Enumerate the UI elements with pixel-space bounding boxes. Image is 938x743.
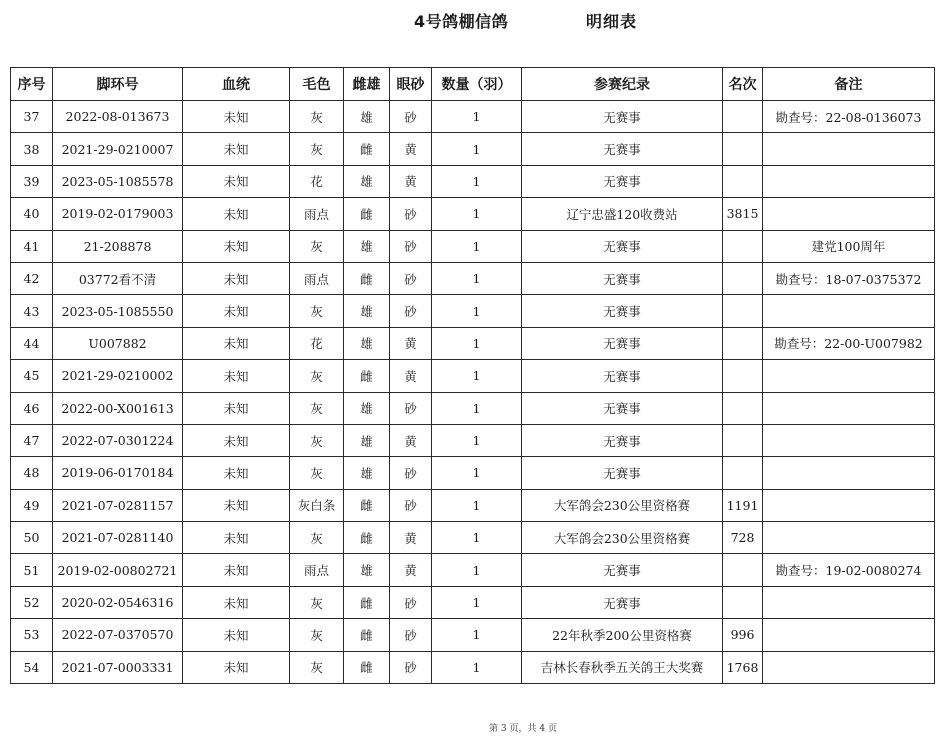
cell-sex: 雄 (344, 424, 390, 456)
table-row (11, 101, 935, 133)
cell-race-record: 无赛事 (522, 101, 723, 133)
cell-race-record: 无赛事 (522, 424, 723, 456)
cell-rank (723, 392, 763, 424)
table-row (11, 586, 935, 618)
cell-race-record: 吉林长春秋季五关鸽王大奖赛 (522, 651, 723, 683)
document-title: 4号鸽棚信鸽 (414, 12, 509, 31)
table-row (11, 424, 935, 456)
cell-quantity: 1 (432, 522, 522, 554)
cell-race-record: 无赛事 (522, 295, 723, 327)
table-row (11, 198, 935, 230)
cell-feather-color: 灰 (290, 101, 344, 133)
header-quantity: 数量（羽） (432, 68, 522, 101)
table-header-row (11, 68, 935, 101)
cell-bloodline: 未知 (183, 457, 290, 489)
cell-sex: 雄 (344, 327, 390, 359)
cell-feather-color: 灰 (290, 586, 344, 618)
table-row (11, 619, 935, 651)
table-row (11, 230, 935, 262)
cell-feather-color: 灰 (290, 360, 344, 392)
document-title-suffix: 明细表 (586, 12, 638, 31)
cell-ring-number: 2022-07-0301224 (53, 424, 183, 456)
cell-bloodline: 未知 (183, 230, 290, 262)
cell-race-record: 22年秋季200公里资格赛 (522, 619, 723, 651)
cell-rank: 728 (723, 522, 763, 554)
table-row (11, 165, 935, 197)
table-row (11, 489, 935, 521)
cell-eye-sand: 黄 (390, 327, 432, 359)
cell-rank (723, 457, 763, 489)
cell-race-record: 无赛事 (522, 392, 723, 424)
table-row (11, 554, 935, 586)
cell-bloodline: 未知 (183, 360, 290, 392)
cell-rank (723, 360, 763, 392)
cell-ring-number: 2021-07-0281157 (53, 489, 183, 521)
cell-feather-color: 雨点 (290, 554, 344, 586)
cell-seq: 53 (11, 619, 53, 651)
cell-sex: 雌 (344, 651, 390, 683)
cell-sex: 雌 (344, 133, 390, 165)
cell-quantity: 1 (432, 360, 522, 392)
header-seq: 序号 (11, 68, 53, 101)
cell-remarks: 勘查号：22-00-U007982 (763, 327, 935, 359)
cell-ring-number: 03772看不清 (53, 262, 183, 294)
cell-rank (723, 101, 763, 133)
cell-seq: 45 (11, 360, 53, 392)
cell-feather-color: 花 (290, 165, 344, 197)
cell-race-record: 无赛事 (522, 457, 723, 489)
cell-quantity: 1 (432, 457, 522, 489)
cell-sex: 雌 (344, 489, 390, 521)
cell-eye-sand: 砂 (390, 101, 432, 133)
table-body (11, 101, 935, 684)
table-row (11, 392, 935, 424)
cell-feather-color: 灰白条 (290, 489, 344, 521)
cell-eye-sand: 砂 (390, 619, 432, 651)
cell-seq: 51 (11, 554, 53, 586)
cell-quantity: 1 (432, 489, 522, 521)
cell-ring-number: 2021-07-0281140 (53, 522, 183, 554)
cell-bloodline: 未知 (183, 262, 290, 294)
cell-seq: 44 (11, 327, 53, 359)
cell-bloodline: 未知 (183, 554, 290, 586)
cell-sex: 雄 (344, 554, 390, 586)
cell-bloodline: 未知 (183, 586, 290, 618)
cell-race-record: 无赛事 (522, 554, 723, 586)
cell-ring-number: 2023-05-1085550 (53, 295, 183, 327)
page-footer: 第 3 页，共 4 页 (489, 724, 557, 734)
cell-feather-color: 灰 (290, 651, 344, 683)
cell-eye-sand: 黄 (390, 133, 432, 165)
cell-sex: 雄 (344, 295, 390, 327)
cell-eye-sand: 砂 (390, 457, 432, 489)
cell-rank: 996 (723, 619, 763, 651)
cell-rank: 3815 (723, 198, 763, 230)
cell-ring-number: 2019-02-0179003 (53, 198, 183, 230)
cell-seq: 41 (11, 230, 53, 262)
table-row (11, 457, 935, 489)
cell-rank (723, 295, 763, 327)
cell-eye-sand: 黄 (390, 360, 432, 392)
header-feather-color: 毛色 (290, 68, 344, 101)
cell-bloodline: 未知 (183, 101, 290, 133)
cell-ring-number: 21-208878 (53, 230, 183, 262)
cell-rank (723, 586, 763, 618)
cell-race-record: 无赛事 (522, 360, 723, 392)
cell-feather-color: 雨点 (290, 262, 344, 294)
cell-eye-sand: 砂 (390, 489, 432, 521)
cell-race-record: 无赛事 (522, 230, 723, 262)
cell-seq: 42 (11, 262, 53, 294)
cell-seq: 37 (11, 101, 53, 133)
cell-quantity: 1 (432, 619, 522, 651)
cell-quantity: 1 (432, 101, 522, 133)
cell-rank (723, 133, 763, 165)
header-remarks: 备注 (763, 68, 935, 101)
cell-race-record: 无赛事 (522, 327, 723, 359)
cell-bloodline: 未知 (183, 198, 290, 230)
cell-race-record: 大军鸽会230公里资格赛 (522, 489, 723, 521)
cell-quantity: 1 (432, 586, 522, 618)
cell-eye-sand: 砂 (390, 586, 432, 618)
cell-bloodline: 未知 (183, 424, 290, 456)
cell-seq: 50 (11, 522, 53, 554)
cell-bloodline: 未知 (183, 522, 290, 554)
cell-ring-number: 2021-29-0210007 (53, 133, 183, 165)
cell-ring-number: 2022-07-0370570 (53, 619, 183, 651)
cell-feather-color: 灰 (290, 295, 344, 327)
cell-bloodline: 未知 (183, 327, 290, 359)
cell-sex: 雄 (344, 101, 390, 133)
cell-race-record: 无赛事 (522, 586, 723, 618)
cell-bloodline: 未知 (183, 295, 290, 327)
cell-remarks: 勘查号：19-02-0080274 (763, 554, 935, 586)
cell-remarks (763, 651, 935, 683)
cell-eye-sand: 砂 (390, 262, 432, 294)
cell-eye-sand: 砂 (390, 198, 432, 230)
cell-sex: 雄 (344, 392, 390, 424)
cell-bloodline: 未知 (183, 133, 290, 165)
cell-seq: 47 (11, 424, 53, 456)
cell-sex: 雌 (344, 619, 390, 651)
cell-eye-sand: 黄 (390, 165, 432, 197)
cell-ring-number: 2022-08-013673 (53, 101, 183, 133)
cell-eye-sand: 砂 (390, 392, 432, 424)
header-bloodline: 血统 (183, 68, 290, 101)
cell-quantity: 1 (432, 554, 522, 586)
cell-remarks (763, 165, 935, 197)
pigeon-detail-table (10, 67, 935, 684)
cell-rank: 1768 (723, 651, 763, 683)
cell-ring-number: 2022-00-X001613 (53, 392, 183, 424)
cell-feather-color: 灰 (290, 392, 344, 424)
cell-race-record: 无赛事 (522, 133, 723, 165)
cell-remarks (763, 198, 935, 230)
cell-remarks (763, 489, 935, 521)
cell-sex: 雄 (344, 230, 390, 262)
cell-bloodline: 未知 (183, 651, 290, 683)
cell-quantity: 1 (432, 327, 522, 359)
cell-quantity: 1 (432, 392, 522, 424)
cell-feather-color: 灰 (290, 619, 344, 651)
cell-feather-color: 花 (290, 327, 344, 359)
table-row (11, 262, 935, 294)
cell-seq: 39 (11, 165, 53, 197)
cell-remarks (763, 586, 935, 618)
cell-remarks (763, 295, 935, 327)
cell-feather-color: 灰 (290, 133, 344, 165)
cell-sex: 雌 (344, 198, 390, 230)
cell-seq: 54 (11, 651, 53, 683)
cell-rank (723, 165, 763, 197)
cell-quantity: 1 (432, 262, 522, 294)
cell-eye-sand: 砂 (390, 651, 432, 683)
table-row (11, 295, 935, 327)
cell-bloodline: 未知 (183, 619, 290, 651)
cell-seq: 38 (11, 133, 53, 165)
cell-seq: 46 (11, 392, 53, 424)
cell-sex: 雄 (344, 457, 390, 489)
cell-feather-color: 灰 (290, 457, 344, 489)
table-row (11, 522, 935, 554)
table-row (11, 327, 935, 359)
cell-remarks: 勘查号：22-08-0136073 (763, 101, 935, 133)
cell-bloodline: 未知 (183, 392, 290, 424)
cell-sex: 雌 (344, 262, 390, 294)
cell-sex: 雌 (344, 522, 390, 554)
cell-feather-color: 灰 (290, 230, 344, 262)
table-row (11, 651, 935, 683)
cell-sex: 雌 (344, 586, 390, 618)
cell-quantity: 1 (432, 230, 522, 262)
cell-bloodline: 未知 (183, 489, 290, 521)
header-eye-sand: 眼砂 (390, 68, 432, 101)
cell-rank (723, 230, 763, 262)
cell-eye-sand: 砂 (390, 295, 432, 327)
cell-rank (723, 262, 763, 294)
cell-quantity: 1 (432, 165, 522, 197)
cell-bloodline: 未知 (183, 165, 290, 197)
header-rank: 名次 (723, 68, 763, 101)
cell-race-record: 无赛事 (522, 165, 723, 197)
cell-eye-sand: 砂 (390, 230, 432, 262)
cell-eye-sand: 黄 (390, 554, 432, 586)
cell-ring-number: U007882 (53, 327, 183, 359)
cell-ring-number: 2020-02-0546316 (53, 586, 183, 618)
cell-quantity: 1 (432, 651, 522, 683)
cell-race-record: 无赛事 (522, 262, 723, 294)
cell-ring-number: 2021-29-0210002 (53, 360, 183, 392)
cell-rank: 1191 (723, 489, 763, 521)
table-row (11, 133, 935, 165)
cell-seq: 48 (11, 457, 53, 489)
cell-quantity: 1 (432, 295, 522, 327)
cell-rank (723, 554, 763, 586)
cell-seq: 40 (11, 198, 53, 230)
cell-remarks (763, 424, 935, 456)
header-ring-number: 脚环号 (53, 68, 183, 101)
cell-ring-number: 2023-05-1085578 (53, 165, 183, 197)
cell-rank (723, 424, 763, 456)
cell-seq: 52 (11, 586, 53, 618)
cell-remarks: 勘查号：18-07-0375372 (763, 262, 935, 294)
cell-race-record: 大军鸽会230公里资格赛 (522, 522, 723, 554)
cell-remarks (763, 360, 935, 392)
header-race-record: 参赛纪录 (522, 68, 723, 101)
cell-sex: 雌 (344, 360, 390, 392)
cell-eye-sand: 黄 (390, 424, 432, 456)
cell-quantity: 1 (432, 424, 522, 456)
cell-feather-color: 灰 (290, 522, 344, 554)
cell-remarks (763, 522, 935, 554)
cell-eye-sand: 黄 (390, 522, 432, 554)
cell-remarks (763, 392, 935, 424)
table-row (11, 360, 935, 392)
cell-ring-number: 2019-06-0170184 (53, 457, 183, 489)
cell-remarks (763, 133, 935, 165)
cell-ring-number: 2019-02-00802721 (53, 554, 183, 586)
cell-remarks (763, 457, 935, 489)
cell-quantity: 1 (432, 133, 522, 165)
cell-remarks: 建党100周年 (763, 230, 935, 262)
header-sex: 雌雄 (344, 68, 390, 101)
cell-rank (723, 327, 763, 359)
cell-race-record: 辽宁忠盛120收费站 (522, 198, 723, 230)
cell-quantity: 1 (432, 198, 522, 230)
cell-feather-color: 雨点 (290, 198, 344, 230)
cell-sex: 雄 (344, 165, 390, 197)
cell-remarks (763, 619, 935, 651)
cell-seq: 49 (11, 489, 53, 521)
cell-feather-color: 灰 (290, 424, 344, 456)
cell-seq: 43 (11, 295, 53, 327)
cell-ring-number: 2021-07-0003331 (53, 651, 183, 683)
